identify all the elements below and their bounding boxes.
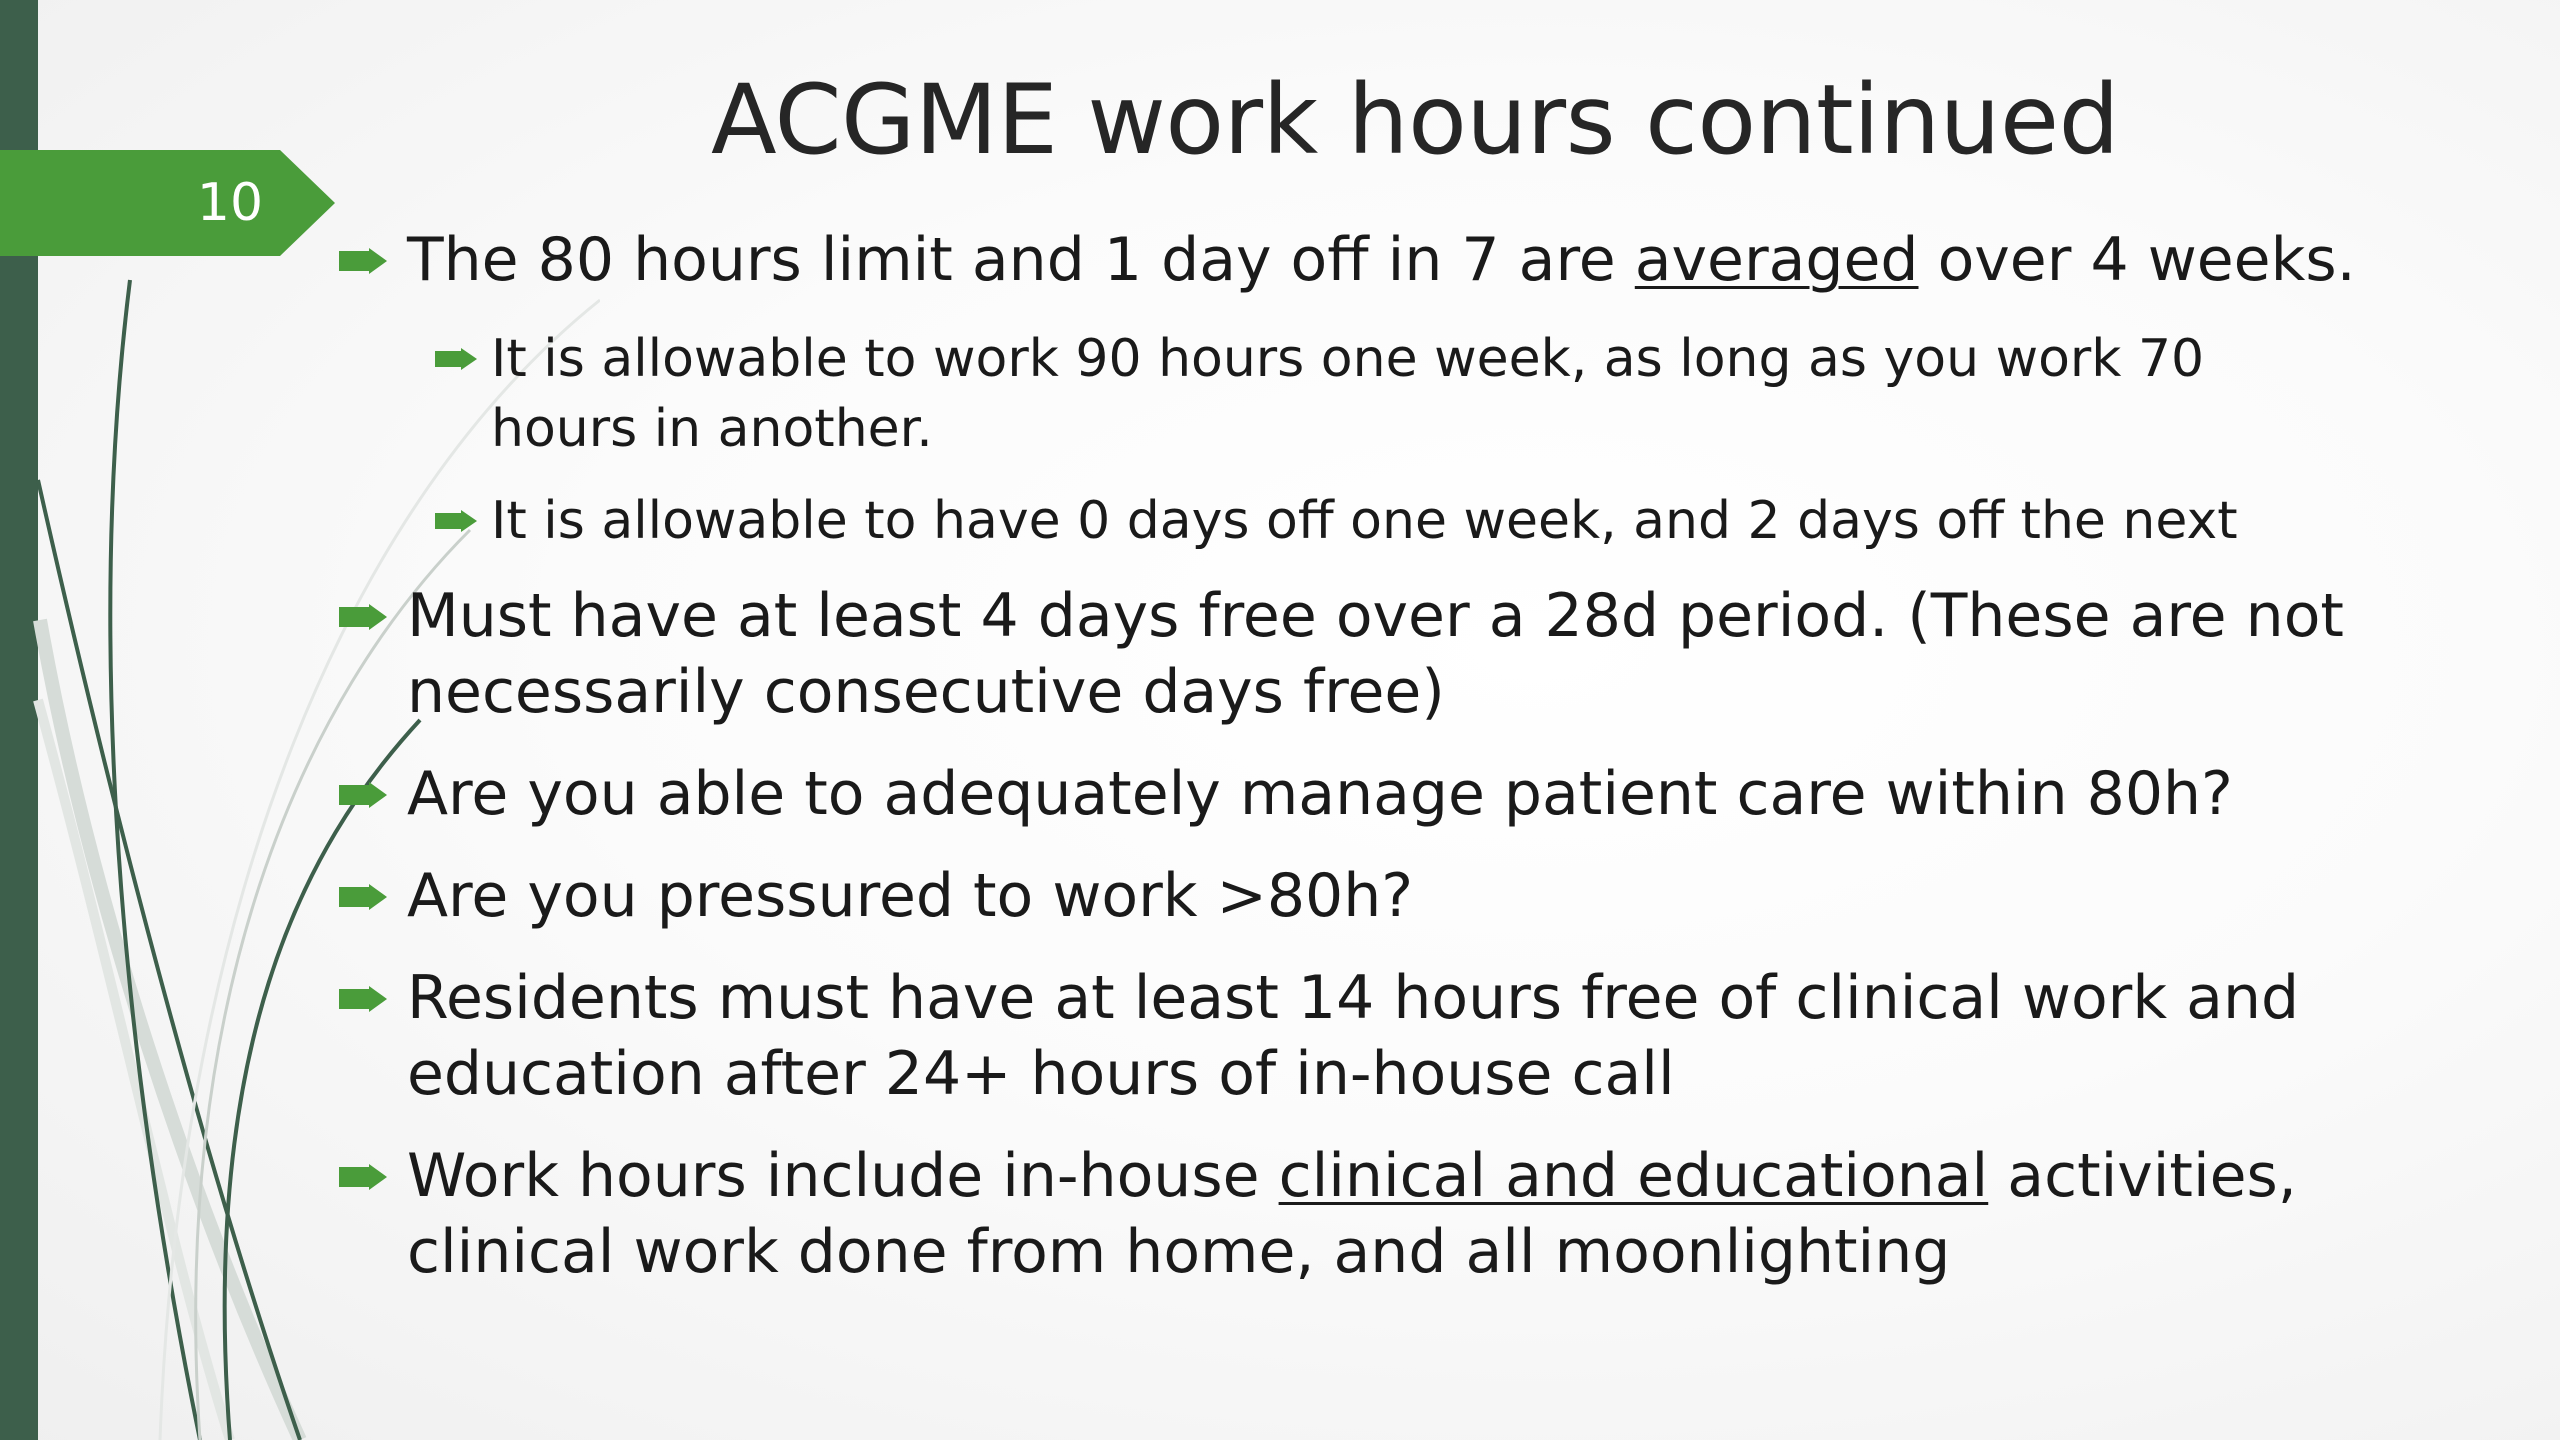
arrow-bullet-icon: [339, 884, 387, 910]
bullet-text: Work hours include in-house: [407, 1141, 1279, 1211]
bullet-text: Residents must have at least 14 hours free of clinical work and education after 24+ hours of in-house call: [407, 963, 2300, 1109]
bullet-list: [335, 222, 2465, 1316]
arrow-bullet-icon: [339, 248, 387, 274]
bullet-text: The 80 hours limit and 1 day off in 7 are: [407, 225, 1635, 295]
bullet-text: Are you able to adequately manage patient care within 80h?: [407, 759, 2233, 829]
underlined-text: averaged: [1634, 225, 1919, 295]
arrow-bullet-icon: [435, 510, 477, 532]
bullet-text: It is allowable to work 90 hours one week, as long as you work 70 hours in another.: [491, 329, 2205, 459]
bullet-item: [335, 1138, 2465, 1290]
bullet-item: [335, 222, 2465, 298]
bullet-text: Must have at least 4 days free over a 28d period. (These are not necessarily consecutive days free): [407, 581, 2344, 727]
arrow-bullet-icon: [435, 348, 477, 370]
bullet-text: over 4 weeks.: [1918, 225, 2356, 295]
bullet-text: activities, clinical work done from home, and all moonlighting: [407, 1141, 2297, 1287]
bullet-item: [335, 756, 2465, 832]
arrow-bullet-icon: [339, 604, 387, 630]
sub-bullet-item: [335, 324, 2465, 464]
arrow-bullet-icon: [339, 986, 387, 1012]
underlined-text: clinical and educational: [1278, 1141, 1989, 1211]
slide-title: ACGME work hours continued: [710, 64, 2119, 176]
sub-bullet-item: [335, 486, 2465, 556]
arrow-bullet-icon: [339, 782, 387, 808]
bullet-text: Are you pressured to work >80h?: [407, 861, 1414, 931]
arrow-bullet-icon: [339, 1164, 387, 1190]
slide-number: 10: [196, 173, 264, 233]
bullet-item: [335, 578, 2465, 730]
bullet-text: It is allowable to have 0 days off one week, and 2 days off the next: [491, 491, 2238, 551]
slide-number-tab: [0, 150, 335, 256]
bullet-item: [335, 960, 2465, 1112]
bullet-item: [335, 858, 2465, 934]
